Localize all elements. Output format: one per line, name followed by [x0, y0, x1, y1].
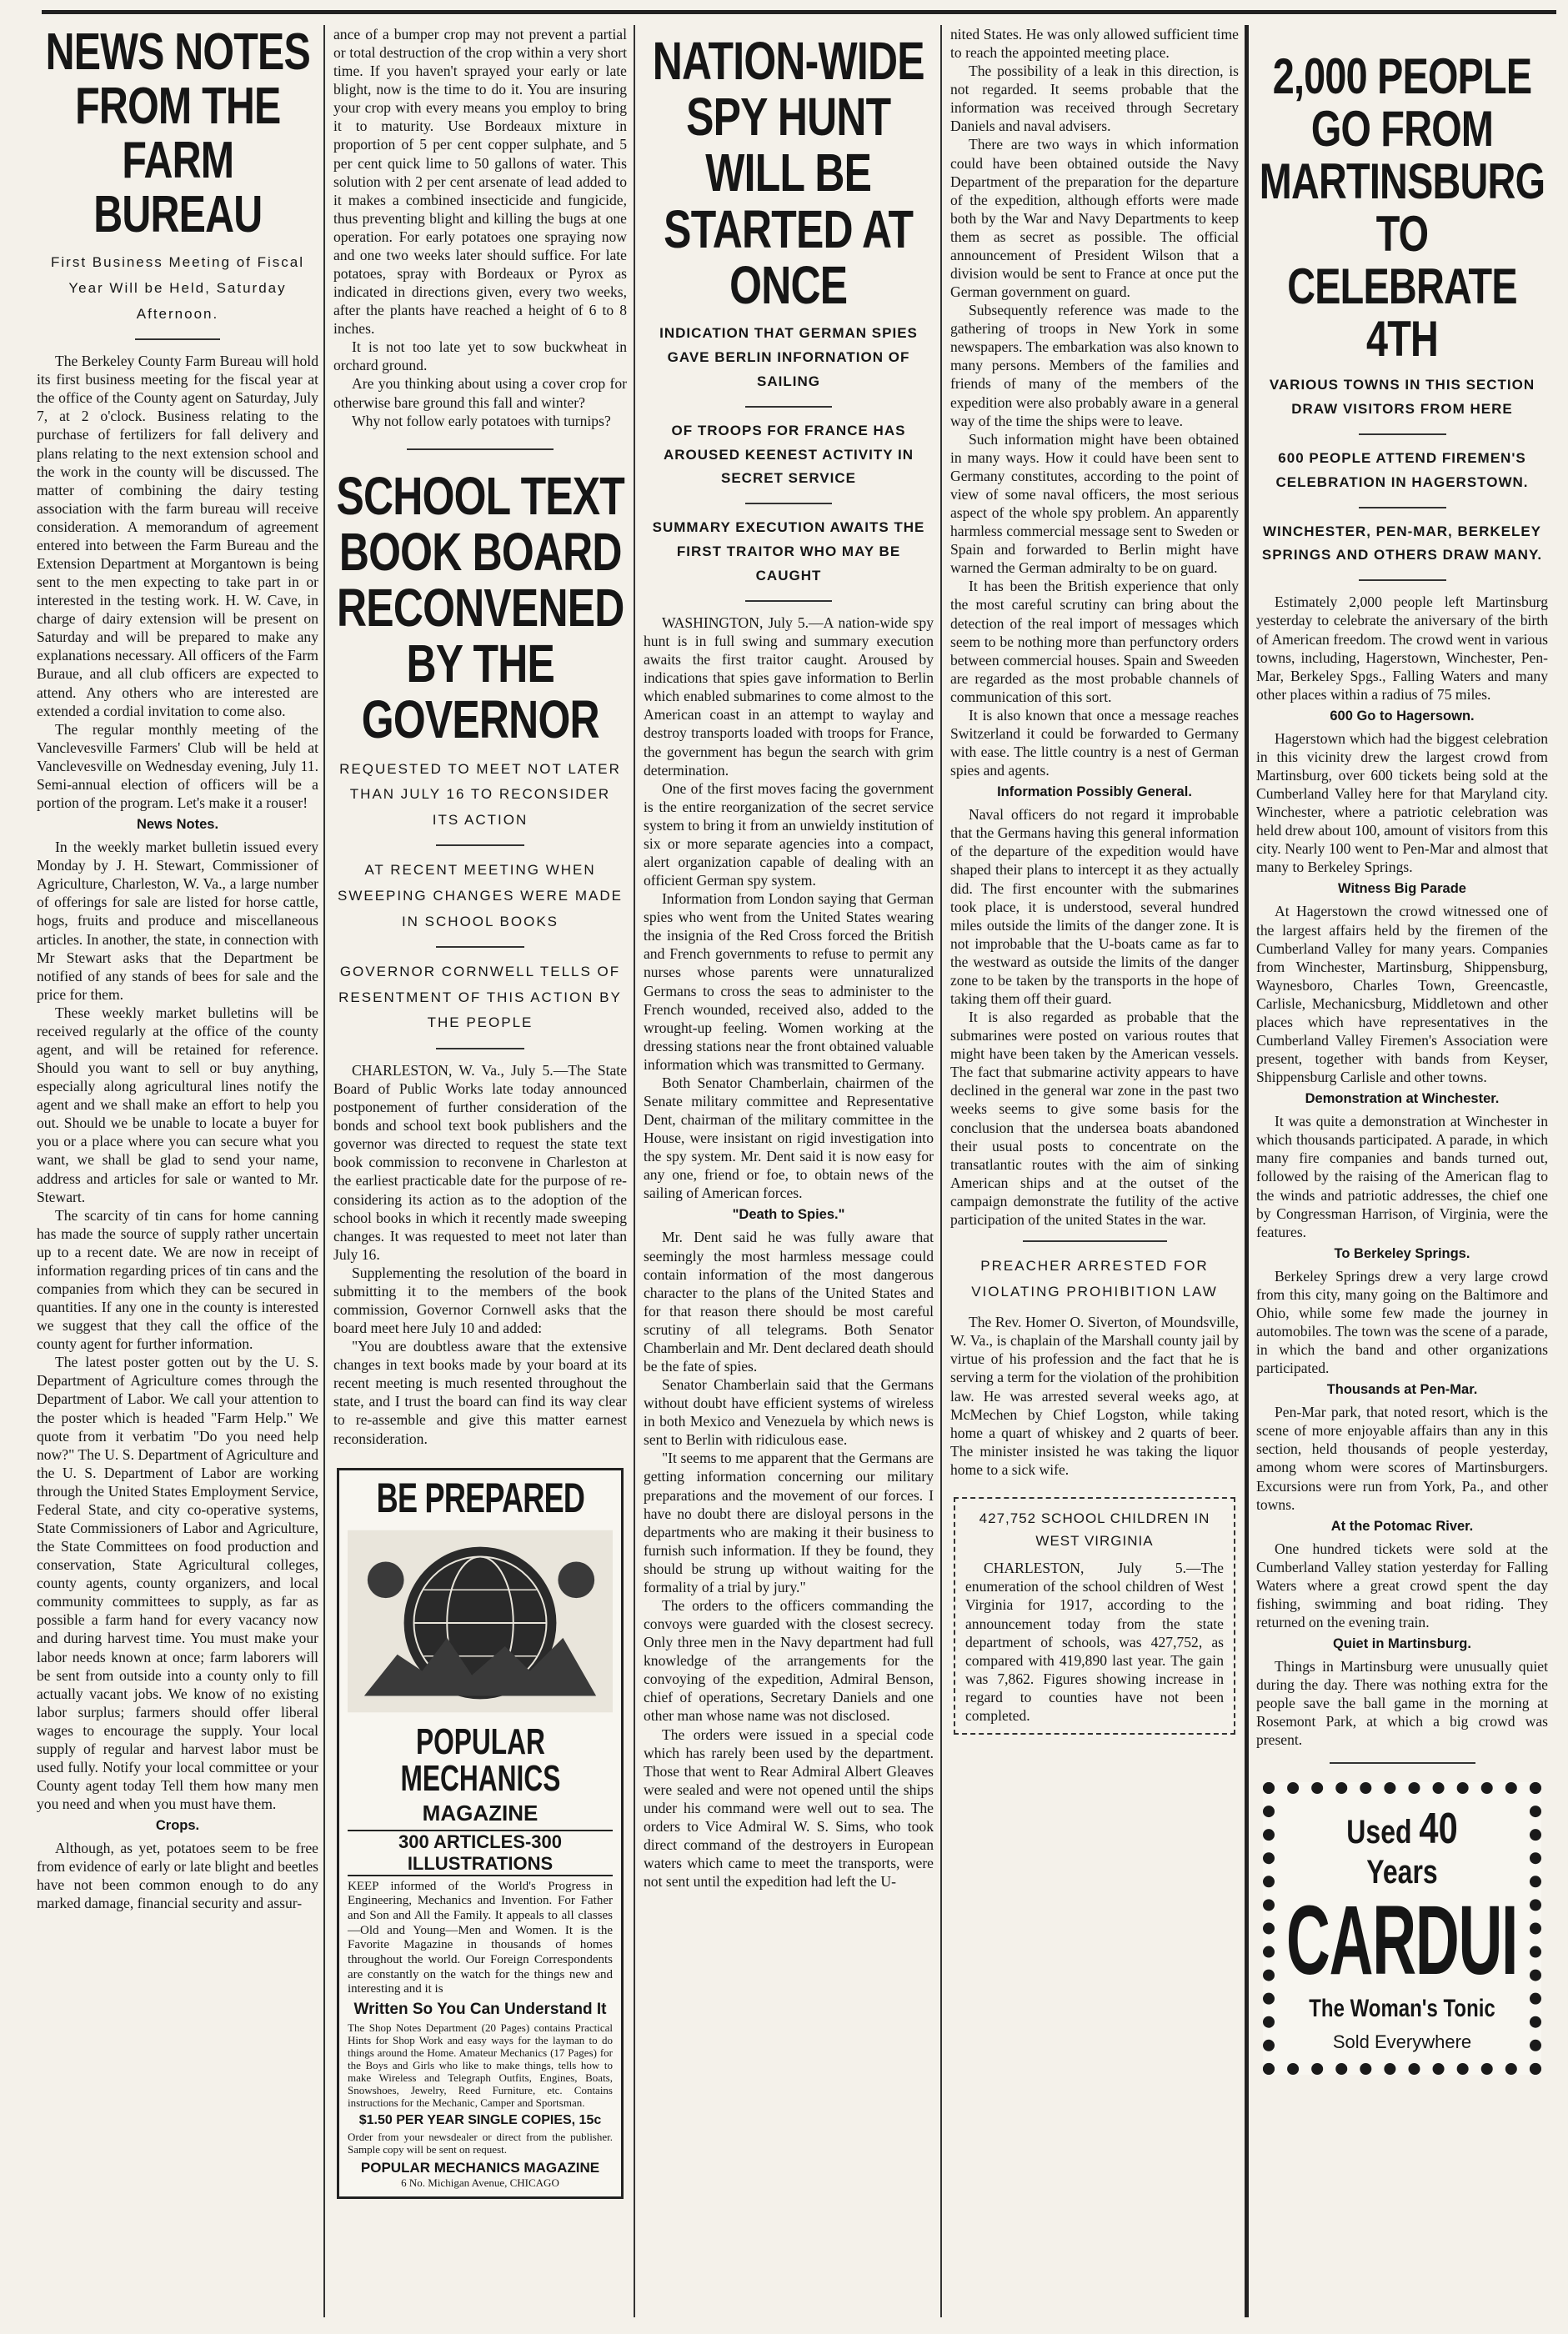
- paragraph: There are two ways in which information could have been obtained outside the Navy Department of the preparation for the departure of the expedition, although efforts were made both by the War and Navy Departments to keep them as secret as possible. The official announcement of President Wilson that a division would be sent to France at once put the German government on guard.: [950, 136, 1239, 301]
- paragraph: The orders were issued in a special code which has rarely been used by the department. Those that went to Rear Admiral Albert Gleaves were sealed and were not opened until the ships under his command were well out to sea. The orders to Vice Admiral W. S. Sims, who took direct command of the destroyers in European waters which came to meet the transports, were not sent until the expedition had left the U-: [644, 1725, 934, 1891]
- column-spy-hunt: [639, 25, 939, 2326]
- deck-rule: [135, 338, 219, 340]
- ad-publisher: POPULAR MECHANICS MAGAZINE: [360, 2159, 600, 2176]
- ad-magazine: MAGAZINE: [422, 1800, 539, 1826]
- deck-rule: [745, 406, 832, 408]
- paragraph: Things in Martinsburg were unusually quiet during the day. There was nothing extra for the people save the ball game in the morning at Rosemont Park, at which a big crowd was present.: [1256, 1658, 1548, 1749]
- deck: SUMMARY EXECUTION AWAITS THE FIRST TRAITOR WHO MAY BE CAUGHT: [652, 519, 925, 584]
- column-rule: [634, 25, 635, 2317]
- article-separator: [407, 448, 554, 450]
- section-pen-mar: Thousands at Pen-Mar.: [1326, 1382, 1478, 1398]
- ad-fine-print: The Shop Notes Department (20 Pages) contains Practical Hints for Shop Work and easy ways for the layman to do things around the Home. Amateur Mechanics (17 Pages) for the Boys and Girls who like to make things, tells how to make Wireless and Telegraph Outfits, Engines, Boats, Snowshoes, Jewelry, Reed Furniture, etc. Contains instructions for the Mechanic, Camper and Sportsman.: [348, 2021, 613, 2109]
- paragraph: "It seems to me apparent that the Germans are getting information concerning our military preparations and the movement of our forces. I have no doubt there are disloyal persons in the departments who are making it their business to furnish such information. If they be found, they should be strung up without waiting for the formality of a trial by jury.": [644, 1450, 934, 1595]
- farm-bureau-body: [37, 352, 318, 1912]
- paragraph: At Hagerstown the crowd witnessed one of the largest affairs held by the firemen of the Cumberland Valley for many years. Companies from Winchester, Martinsburg, Shippensburg, Waynesboro, Charles Town, Greencastle, Carlisle, Mechanicsburg, Middletown and other places which have representatives in the Cumberland Valley Firemen's Association were present, together with bands from Keyser, Shippensburg Carlisle and other towns.: [1256, 903, 1548, 1086]
- deck-rule: [436, 844, 524, 846]
- headline-farm-bureau: NEWS NOTES FROM THE FARM BUREAU: [45, 25, 310, 244]
- paragraph: The latest poster gotten out by the U. S. Department of Agriculture comes through the Department of Labor. We call your attention to the poster which is headed "Farm Help." We quote from it verbatim "Do you need help now?" The U. S. Department of Agriculture and the U. S. Department of Labor are working through the United States Employment Service, Federal State, and city co-operative systems, State Commissioners of Labor and Agriculture, the State Committees on food production and conservation, State Agricultural colleges, county agents, county organizers, and local community committees to supply, as far as possible a farm hand for every vacancy now and during harvest time. You must make your labor needs known at once; farm laborers will be sent from outside into a county only to fill actually vacant jobs. We know of no existing labor surplus; farmers should offer liberal wages to encourage the supply. Your local supply of regular and harvest labor must be used fully. Notify your local committee or your County agent today Tell them how many men you need and when you must have them.: [37, 1354, 318, 1813]
- paragraph: Such information might have been obtained in many ways. How it could have been sent to Germany constitutes, according to the point of view of some naval officers, the most serious aspect of the whole spy problem. An apparently harmless commercial message sent to Sweden or Spain and forwarded to Berlin might have warned the German admiralty to be on guard.: [950, 430, 1239, 577]
- paragraph: Although, as yet, potatoes seem to be free from evidence of early or late blight and beetles have not been common enough to do any marked damage, financial security and assur-: [37, 1840, 318, 1912]
- section-winchester: Demonstration at Winchester.: [1305, 1091, 1500, 1107]
- paragraph: The Rev. Homer O. Siverton, of Moundsville, W. Va., is chaplain of the Marshall county jail by virtue of his profession and the fact that he is serving a term for the violation of the prohibition law. He was arrested several weeks ago, at McMechen by Chief Logston, while taking home a quart of whiskey and 2 quarts of beer. The minister insisted he was taking the liquor home to a sick wife.: [950, 1314, 1239, 1478]
- headline-school-text-book: SCHOOL TEXT BOOK BOARD RECONVENED BY THE GOVERNOR: [336, 465, 624, 750]
- ad-understand: Written So You Can Understand It: [353, 2001, 607, 2019]
- deck-rule: [436, 1048, 524, 1049]
- section-big-parade: Witness Big Parade: [1338, 881, 1466, 897]
- paragraph: One of the first moves facing the government is the entire reorganization of the secret service system to bring it from an unwieldy institution of six or more separate agencies into a compact, alert organization capable of dealing with an officient German spy system.: [644, 779, 934, 889]
- deck-rule: [1359, 507, 1446, 508]
- ad-used-years: Used 40 Years: [1346, 1805, 1458, 1891]
- paragraph: It is also known that once a message reaches Switzerland it could be forwarded to Germany with ease. The little country is a nest of German spies and agents.: [950, 706, 1239, 779]
- ad-brand: CARDUI: [1286, 1886, 1518, 1996]
- paragraph: CHARLESTON, W. Va., July 5.—The State Board of Public Works late today announced postponement of further consideration of the bonds and school text book publishers and the governor was directed to request the state text book commission to reconvene in Charleston at the earliest practicable date for the purpose of re-considering its action as to the adoption of the school books in which it recently made sweeping changes. It was requested to meet not later than July 16.: [333, 1062, 627, 1263]
- paragraph: It is also regarded as probable that the submarines were posted on various routes that might have been taken by the American vessels. The fact that submarine activity appears to have declined in the general war zone in the past two weeks seems to give some basis for the conclusion that the undersea boats abandoned their usual posts to concentrate on the transatlantic routes with the aim of sinking American ships and at the outset of the campaign demonstrate the futility of the active participation of the united States in the war.: [950, 1009, 1239, 1228]
- column-celebrate-4th: [1251, 25, 1553, 2326]
- section-quiet-martinsburg: Quiet in Martinsburg.: [1333, 1636, 1471, 1652]
- deck: AT RECENT MEETING WHEN SWEEPING CHANGES WERE MADE IN SCHOOL BOOKS: [338, 862, 623, 929]
- section-potomac-river: At the Potomac River.: [1330, 1518, 1474, 1534]
- ad-brand: POPULAR MECHANICS: [400, 1720, 560, 1799]
- ad-price: $1.50 PER YEAR SINGLE COPIES, 15c: [358, 2112, 602, 2127]
- article-separator: [1023, 1240, 1167, 1242]
- paragraph: Why not follow early potatoes with turnips?: [352, 412, 611, 429]
- deck-rule: [745, 503, 832, 504]
- paragraph: ance of a bumper crop may not prevent a partial or total destruction of the crop within a very short time. If you haven't sprayed your early or late blight, now is the time to do it. You are insuring your crop with every means you employ to bring it to maturity. Use Bordeaux mixture in proportion of 5 per cent copper sulphate, and 5 per cent quick lime to 50 gallons of water. This solution with 2 per cent arsenate of lead added to it makes a combined insecticide and fungicide, thus preventing blight and killing the bugs at one operation. For early potatoes one spraying now and one two weeks later should suffice. For late potatoes, spray with Bordeaux or Pyrox as indicated in directions given, every two weeks, after the plants have reached a height of 6 to 8 inches.: [333, 26, 627, 338]
- ad-text: KEEP informed of the World's Progress in Engineering, Mechanics and Invention. For Father and Son and All the Family. It appeals to all classes—Old and Young—Men and Women. It is the Favorite Magazine in thousands of homes throughout the world. Our Foreign Correspondents are constantly on the watch for the things new and interesting and it is: [348, 1879, 613, 1996]
- paragraph: It is not too late yet to sow buckwheat in orchard ground.: [333, 338, 627, 374]
- section-news-notes: News Notes.: [136, 817, 219, 833]
- popular-mechanics-ad: [337, 1468, 624, 2199]
- paragraph: It has been the British experience that only the most careful scrutiny can bring about the detection of the real import of messages which seem to be nothing more than perfunctory orders between commercial houses. Spain and Sweeden are regarded as the most probable channels of communication of this sort.: [950, 578, 1239, 705]
- deck: REQUESTED TO MEET NOT LATER THAN JULY 16 TO RECONSIDER ITS ACTION: [339, 760, 621, 828]
- ad-address: 6 No. Michigan Avenue, CHICAGO: [401, 2176, 559, 2189]
- deck: WINCHESTER, PEN-MAR, BERKELEY SPRINGS AND OTHERS DRAW MANY.: [1261, 523, 1543, 563]
- paragraph: The scarcity of tin cans for home canning has made the source of supply rather uncertain up to a recent date. We are now in receipt of information regarding prices of tin cans and the companies from which they can be secured in quantities. If any one in the county is interested we suggest that they call the office of the county agent for further information.: [37, 1206, 318, 1353]
- column-rule: [940, 25, 942, 2317]
- paragraph: The regular monthly meeting of the Vanclevesville Farmers' Club will be held at Vanclevesville on Wednesday evening, July 11. Semi-annual election of officers will be a portion of the program. Let's make it a rouser!: [37, 720, 318, 812]
- ad-title: BE PREPARED: [376, 1474, 584, 1521]
- paragraph: In the weekly market bulletin issued every Monday by J. H. Stewart, Commissioner of Agriculture, Charleston, W. Va., a large number of offerings for sale are listed for horse cattle, hogs, fruits and produce and miscellaneous articles. In another, the state, in connection with Mr Stewart asks that the Department be notified of any stands of bees for sale and the price for them.: [37, 839, 318, 1003]
- section-information-general: Information Possibly General.: [997, 784, 1192, 800]
- deck: INDICATION THAT GERMAN SPIES GAVE BERLIN INFORNATION OF SAILING: [659, 324, 918, 389]
- paragraph: Pen-Mar park, that noted resort, which is the scene of more enjoyable affairs than any in this section, held thousands of people yesterday, among whom were scores of Martinsburgers. Excursions were run from York, Pa., and other towns.: [1256, 1404, 1548, 1513]
- article-separator: [1330, 1762, 1475, 1764]
- section-berkeley-springs: To Berkeley Springs.: [1334, 1245, 1470, 1261]
- subhead-farm-bureau: First Business Meeting of Fiscal Year Will be Held, Saturday Afternoon.: [51, 254, 304, 322]
- paragraph: One hundred tickets were sold at the Cumberland Valley station yesterday for Falling Waters where a great crowd spent the day fishing, swimming and boat riding. They returned on the evening train.: [1256, 1540, 1548, 1631]
- cardui-ad: [1263, 1782, 1541, 2075]
- paragraph: It was quite a demonstration at Winchester in which thousands participated. A parade, in which many fire companies and bands turned out, followed by the raising of the American flag to the winds and patriotic addresses, the chief one by Congressman Harrison, of Virginia, were the features.: [1256, 1113, 1548, 1240]
- headline-celebrate-4th: 2,000 PEOPLE GO FROM MARTINSBURG TO CELEBRATE 4TH: [1259, 48, 1545, 367]
- column-spy-hunt-continued: [945, 25, 1244, 2326]
- headline-preacher-arrested: PREACHER ARRESTED FOR VIOLATING PROHIBITION LAW: [971, 1258, 1218, 1300]
- school-children-box: [954, 1497, 1235, 1735]
- paragraph: Information from London saying that German spies who went from the United States wearing the insignia of the Red Cross forced the British and French governments to refuse to permit any nurses whose parents were unnaturalized Germans to cross the seas to administer to the French wounded, received also, added to the wrought-up feeling. Women working at the dressing stations near the front obtained valuable information which was transmitted to Germany.: [644, 890, 934, 1073]
- ad-articles: 300 ARTICLES-300 ILLUSTRATIONS: [348, 1830, 613, 1876]
- paragraph: The orders to the officers commanding the convoys were guarded with the closest secrecy. Only three men in the Navy department had full knowledge of the arrangements for the convoying of the expedition, Admiral Benson, chief of operations, Secretary Daniels and one other man whose name was not disclosed.: [644, 1597, 934, 1725]
- column-school-text-book: [328, 25, 632, 2326]
- paragraph: Estimately 2,000 people left Martinsburg yesterday to celebrate the aniversary of the birth of American freedom. The crowd went in various towns, including, Hagerstown, Winchester, Pen-Mar, Berkeley Spgs., Falling Waters and many other places within a radius of 75 miles.: [1256, 594, 1548, 703]
- paragraph: Berkeley Springs drew a very large crowd from this city, many going on the Baltimore and Ohio, while some few made the journey in automobiles. The town was the scene of a parade, in which the band and other organizations participated.: [1256, 1267, 1548, 1377]
- paragraph: Senator Chamberlain said that the Germans without doubt have efficient systems of wireless in both Mexico and Venezuela by which news is sent to Berlin with ridiculous ease.: [644, 1376, 934, 1449]
- section-death-to-spies: "Death to Spies.": [732, 1207, 845, 1223]
- deck: VARIOUS TOWNS IN THIS SECTION DRAW VISITORS FROM HERE: [1269, 377, 1535, 417]
- ad-order: Order from your newsdealer or direct from the publisher. Sample copy will be sent on request.: [348, 2130, 613, 2156]
- ad-sold: Sold Everywhere: [1332, 2031, 1472, 2053]
- paragraph: nited States. He was only allowed sufficient time to reach the appointed meeting place.: [950, 26, 1239, 62]
- paragraph: CHARLESTON, July 5.—The enumeration of the school children of West Virginia for 1917, according to the announcement today from the state department of schools, was 427,752, as compared with 419,890 last year. The gain was 7,862. Figures showing increase in regard to counties have not been completed.: [965, 1560, 1224, 1724]
- paragraph: Hagerstown which had the biggest celebration in this vicinity drew the largest crowd from Martinsburg, over 600 tickets being sold at the Cumberland Valley here for that Maryland city. Winchester, where a patriotic celebration was held drew about 100, amount of visitors from this city. Nearly 100 went to Pen-Mar and almost that many to Berkeley Springs.: [1256, 729, 1548, 876]
- deck: 600 PEOPLE ATTEND FIREMEN'S CELEBRATION IN HAGERSTOWN.: [1275, 449, 1529, 490]
- paragraph: Are you thinking about using a cover crop for otherwise bare ground this fall and winter?: [333, 375, 627, 411]
- column-rule: [323, 25, 325, 2317]
- paragraph: The possibility of a leak in this direction, is not regarded. It seems probable that the information was received through Secretary Daniels and naval advisers.: [950, 63, 1239, 135]
- section-crops: Crops.: [155, 1818, 200, 1834]
- box-headline: 427,752 SCHOOL CHILDREN IN WEST VIRGINIA: [979, 1510, 1210, 1550]
- globe-illustration-icon: [348, 1530, 613, 1713]
- deck: OF TROOPS FOR FRANCE HAS AROUSED KEENEST ACTIVITY IN SECRET SERVICE: [664, 422, 914, 487]
- column-rule: [1245, 25, 1249, 2317]
- paragraph: WASHINGTON, July 5.—A nation-wide spy hunt is in full swing and summary execution awaits the first traitor caught. Aroused by indications that spies gave information to Berlin which enabled submarines to come almost to the American coast in an attempt to waylay and destroy transports loaded with troops for France, the government has begun the search with grim determination.: [644, 614, 934, 779]
- paragraph: The Berkeley County Farm Bureau will hold its first business meeting for the fiscal year at the office of the County agent on Saturday, July 7, at 2 o'clock. Business relating to the purchase of fertilizers for fall delivery and plans relating to the next extension school and the work in the county will be discussed. The matter of combining the dairy testing association with the farm bureau will receive consideration. A memorandum of agreement entered into between the Farm Bureau and the Extension Department at Morgantown is being sent to the men expecting to take part in or interested in the testing work. H. W. Cave, in charge of dairy extension will be present on Saturday and will be prepared to make any explanations necessary. All officers of the Farm Buraue, and all club officers are expected to attend. Any others who are interested are extended a cordial invitation to come also.: [37, 353, 318, 719]
- paragraph: Both Senator Chamberlain, chairmen of the Senate military committee and Representative Dent, chairman of the military committee in the House, were insistant on rigid investigation into the spy system. Mr. Dent said it is now easy for any one, friend or foe, to obtain news of the sailing of American forces.: [644, 1074, 934, 1202]
- deck-rule: [1359, 433, 1446, 435]
- deck-rule: [436, 946, 524, 948]
- ad-illustration: [348, 1525, 613, 1717]
- section-hagerstown: 600 Go to Hagersown.: [1330, 708, 1475, 724]
- paragraph: These weekly market bulletins will be received regularly at the office of the county agent, and will be retained for reference. Should you want to sell or buy anything, especially along agricultural lines notify the agent and we shall make an effort to help you out. Should we be unable to locate a buyer for you or a place where you can secure what you want, we shall be glad to send your name, address and articles for sale or wanted to Mr. Stewart.: [37, 1004, 318, 1205]
- deck-rule: [745, 600, 832, 602]
- masthead-rule: [42, 10, 1556, 14]
- column-farm-bureau: [32, 25, 323, 2326]
- headline-spy-hunt: NATION-WIDE SPY HUNT WILL BE STARTED AT ONCE: [652, 31, 925, 315]
- deck-rule: [1359, 579, 1446, 581]
- paragraph: Subsequently reference was made to the gathering of troops in New York in some newspapers. The embarkation was also known to many persons. Members of the families and friends of many of the members of the expedition were also probably aware in a general way of the time the ships were to leave.: [950, 302, 1239, 429]
- paragraph: "You are doubtless aware that the extensive changes in text books made by your board at its recent meeting is much resented throughout the state, and I trust the board can find its way clear to re-assemble and give this matter earnest reconsideration.: [333, 1338, 627, 1447]
- deck: GOVERNOR CORNWELL TELLS OF RESENTMENT OF THIS ACTION BY THE PEOPLE: [338, 964, 622, 1031]
- ad-tagline: The Woman's Tonic: [1309, 1995, 1495, 2023]
- paragraph: Supplementing the resolution of the board in submitting it to the members of the book commission, Governor Cornwell asks that the board meet here July 10 and added:: [333, 1264, 627, 1337]
- paragraph: Mr. Dent said he was fully aware that seemingly the most harmless message could contain information of the most dangerous character to the plans of the United States and for that reason there should be most careful scrutiny of all telegrams. Both Senator Chamberlain and Mr. Dent declared death should be the fate of spies.: [644, 1229, 934, 1375]
- paragraph: Naval officers do not regard it improbable that the Germans having this general information of the departure of the expedition would have shaped their plans to intercept it as they actually did. The first encounter with the submarines took place, it is understood, several hundred miles outside the limits of the danger zone. It is not improbable that the U-boats came as far to the westward as outside the limits of the danger zone to be taken by the transports in the hope of taking them off their guard.: [950, 806, 1239, 1007]
